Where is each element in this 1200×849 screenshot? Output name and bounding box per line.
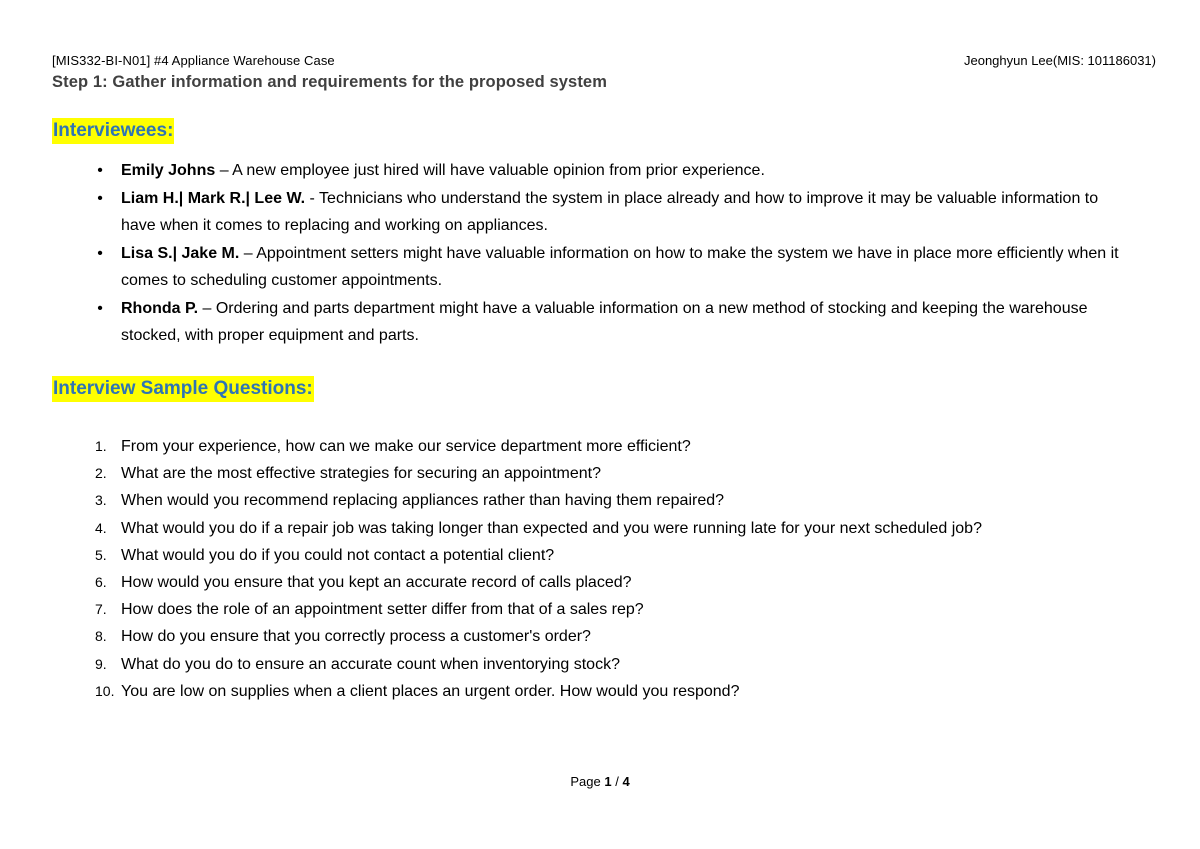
- question-text: You are low on supplies when a client places an urgent order. How would you respond?: [121, 682, 740, 700]
- list-item: [95, 542, 1145, 569]
- header-course: [MIS332-BI-N01] #4 Appliance Warehouse Case: [52, 53, 335, 68]
- page-current: 1: [604, 774, 612, 789]
- list-item: [95, 569, 1145, 596]
- question-text: How does the role of an appointment setter differ from that of a sales rep?: [121, 601, 644, 619]
- list-item: [95, 185, 1135, 240]
- questions-list: [95, 433, 1145, 705]
- interviewees-heading: Interviewees:: [52, 118, 174, 144]
- interviewee-name: Lisa S.| Jake M.: [121, 244, 240, 262]
- bullet-icon: •: [97, 189, 103, 207]
- interviewee-description: – Ordering and parts department might have a valuable information on a new method of stocking and keeping the warehouse stocked, with proper equipment and parts.: [121, 299, 1088, 344]
- list-item: [95, 295, 1135, 350]
- bullet-icon: •: [97, 162, 103, 179]
- question-number: 5.: [95, 546, 107, 563]
- question-number: 8.: [95, 628, 107, 645]
- page-footer: [0, 774, 1200, 789]
- question-text: What would you do if a repair job was taking longer than expected and you were running late for your next scheduled job?: [121, 519, 982, 537]
- list-item: [95, 460, 1145, 487]
- question-text: From your experience, how can we make our service department more efficient?: [121, 438, 691, 455]
- interviewee-description: – A new employee just hired will have valuable opinion from prior experience.: [215, 162, 765, 179]
- question-text: What do you do to ensure an accurate count when inventorying stock?: [121, 655, 620, 673]
- question-text: What are the most effective strategies for securing an appointment?: [121, 465, 601, 483]
- interviewee-description: - Technicians who understand the system in place already and how to improve it may be valuable information to have when it comes to replacing and working on appliances.: [121, 189, 1099, 234]
- interviewee-name: Liam H.| Mark R.| Lee W.: [121, 189, 306, 207]
- list-item: [95, 487, 1145, 514]
- step-title: Step 1: Gather information and requirements for the proposed system: [52, 73, 607, 91]
- question-text: When would you recommend replacing appliances rather than having them repaired?: [121, 492, 725, 510]
- bullet-icon: •: [97, 299, 103, 317]
- list-item: [95, 157, 1135, 185]
- interviewees-list: [95, 157, 1135, 350]
- page-total: 4: [622, 774, 630, 789]
- list-item: [95, 623, 1145, 650]
- page-separator: /: [615, 774, 619, 789]
- header-author: Jeonghyun Lee(MIS: 101186031): [963, 53, 1156, 68]
- question-number: 1.: [95, 438, 107, 454]
- bullet-icon: •: [97, 244, 103, 262]
- interviewee-name: Emily Johns: [121, 162, 216, 179]
- interviewee-name: Rhonda P.: [121, 299, 199, 317]
- question-number: 10.: [95, 682, 115, 699]
- list-item: [95, 651, 1145, 678]
- question-text: How do you ensure that you correctly process a customer's order?: [121, 628, 591, 646]
- question-number: 7.: [95, 601, 107, 618]
- page-label: Page: [570, 774, 601, 789]
- question-number: 6.: [95, 574, 107, 591]
- question-number: 4.: [95, 519, 107, 536]
- question-text: What would you do if you could not contact a potential client?: [121, 546, 555, 564]
- questions-heading: Interview Sample Questions:: [52, 376, 314, 402]
- list-item: [95, 678, 1145, 705]
- list-item: [95, 433, 1145, 460]
- question-number: 2.: [95, 465, 107, 482]
- question-number: 9.: [95, 655, 107, 672]
- list-item: [95, 240, 1135, 295]
- question-number: 3.: [95, 492, 107, 509]
- question-text: How would you ensure that you kept an accurate record of calls placed?: [121, 574, 632, 592]
- list-item: [95, 515, 1145, 542]
- list-item: [95, 596, 1145, 623]
- interviewee-description: – Appointment setters might have valuable information on how to make the system we have in place more efficiently when it comes to scheduling customer appointments.: [121, 244, 1119, 289]
